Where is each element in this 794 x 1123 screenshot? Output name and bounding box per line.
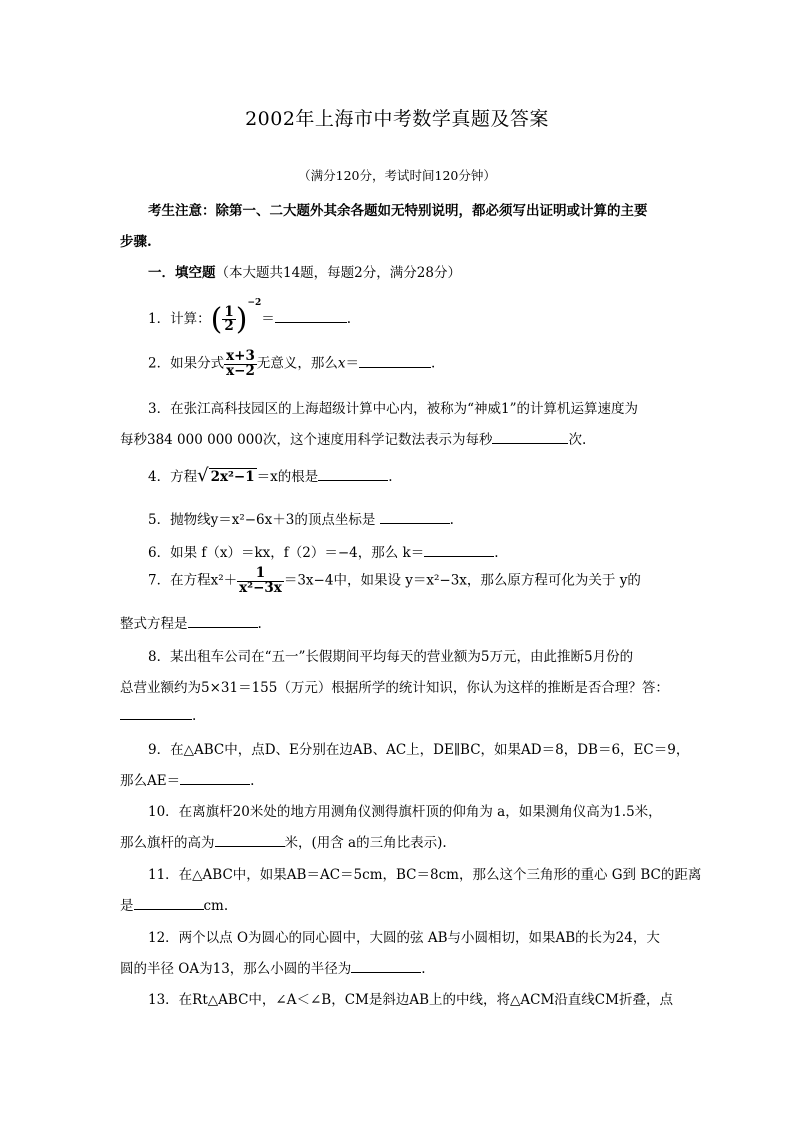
question-3: 3．在张江高科技园区的上海超级计算中心内，被称为“神威1”的计算机运算速度为 [148,401,638,417]
exam-info: （满分120分，考试时间120分钟） [298,168,496,183]
answer-blank[interactable] [120,707,192,720]
question-12-cont: 圆的半径 OA为13，那么小圆的半径为 . [120,961,426,977]
notice-line: 步骤. [120,234,152,250]
question-2: 2．如果分式 $\frac{x+3}{x-2}$ 无意义，那么x＝ . [148,348,436,379]
question-4: 4．方程√ 2x²−1 ＝x的根是 . [148,465,393,486]
answer-blank[interactable] [424,544,494,557]
answer-blank[interactable] [180,772,250,785]
question-5: 5．抛物线y＝x²−6x＋3的顶点坐标是 . [148,512,454,528]
question-10: 10．在离旗杆20米处的地方用测角仪测得旗杆顶的仰角为 a，如果测角仪高为1.5米， [148,804,662,820]
answer-blank[interactable] [380,511,450,524]
question-11-cont: 是 cm. [120,898,229,914]
question-10-cont: 那么旗杆的高为 米，(用含 a的三角比表示). [120,835,447,851]
question-6: 6．如果 f（x）＝kx，f（2）＝−4，那么 k＝ . [148,545,499,561]
question-1: 1．计算：( $\frac{1}{2}$ )$^{-2}$＝ . [148,298,352,337]
answer-blank[interactable] [359,355,431,368]
question-9-cont: 那么AE＝ . [120,773,255,789]
section-heading: 一．填空题（本大题共14题，每题2分，满分28分） [148,265,461,281]
answer-blank[interactable] [318,468,388,481]
question-9: 9．在△ABC中，点D、E分别在边AB、AC上，DE∥BC，如果AD＝8，DB＝6，EC＝9， [148,742,690,758]
answer-blank[interactable] [492,431,568,444]
question-8: 8．某出租车公司在“五一”长假期间平均每天的营业额为5万元，由此推断5月份的 [148,649,634,665]
answer-blank[interactable] [188,615,258,628]
question-13: 13．在Rt△ABC中，∠A＜∠B，CM是斜边AB上的中线，将△ACM沿直线CM折叠，点 [148,992,673,1008]
answer-blank[interactable] [351,960,421,973]
question-3-cont: 每秒384 000 000 000次，这个速度用科学记数法表示为每秒 次. [120,432,587,448]
question-11: 11．在△ABC中，如果AB＝AC＝5cm，BC＝8cm，那么这个三角形的重心 G到 BC的距离 [148,867,702,883]
question-8-answer: . [120,707,196,724]
question-7: 7．在方程x²＋ $\frac{1}{\text{x²−3x}}$ ＝3x−4中，如果设 y＝x²−3x，那么原方程可化为关于 y的 [148,565,641,596]
question-7-cont: 整式方程是 . [120,616,262,632]
answer-blank[interactable] [215,834,285,847]
notice-line: 考生注意：除第一、二大题外其余各题如无特别说明，都必须写出证明或计算的主要 [148,203,648,219]
question-12: 12．两个以点 O为圆心的同心圆中，大圆的弦 AB与小圆相切，如果AB的长为24，大 [148,930,660,946]
answer-blank[interactable] [134,897,204,910]
page-title: 2002年上海市中考数学真题及答案 [245,108,549,130]
answer-blank[interactable] [275,310,347,323]
question-8-cont: 总营业额约为5×31＝155（万元）根据所学的统计知识，你认为这样的推断是否合理？答： [120,680,669,696]
